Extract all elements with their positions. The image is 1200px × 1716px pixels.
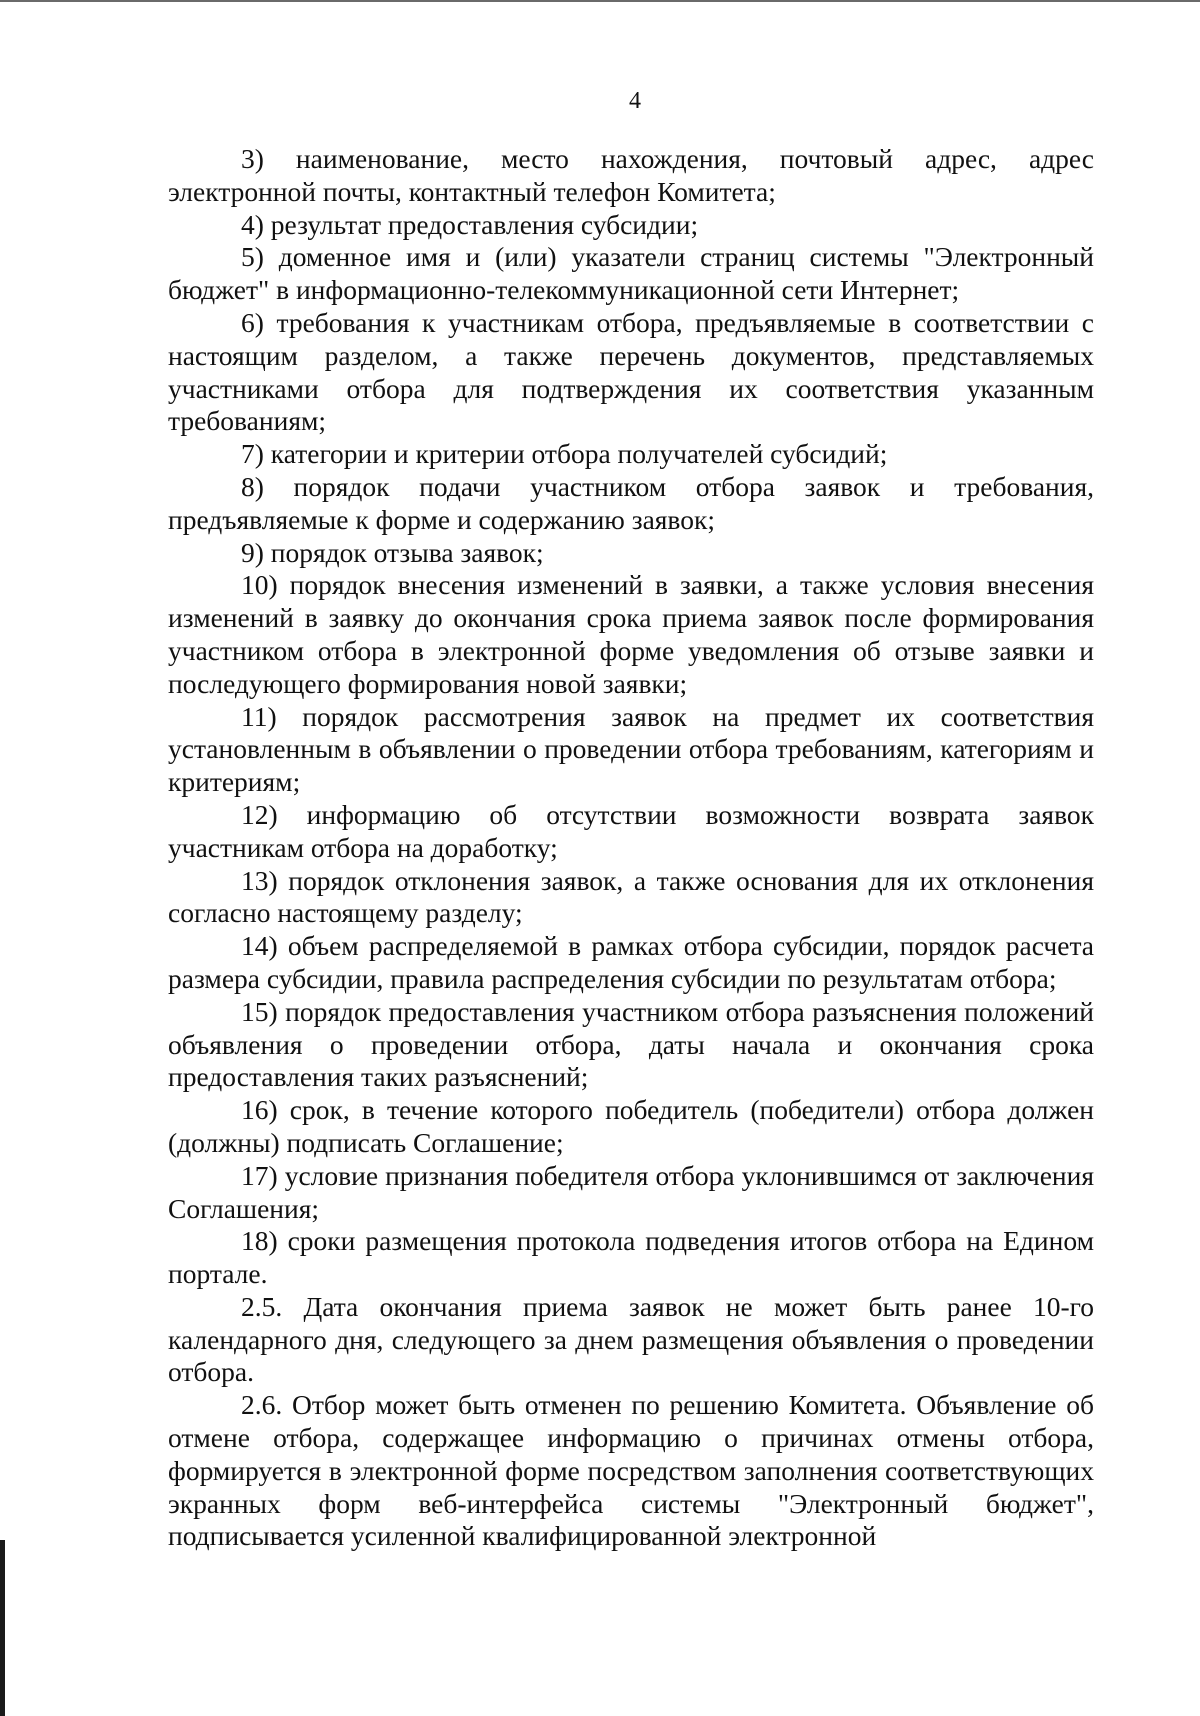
page-number: 4	[629, 88, 641, 114]
paragraph-item-11: 11) порядок рассмотрения заявок на предмет их соответствия установленным в объявлении о проведении отбора требованиям, категориям и критериям;	[168, 700, 1094, 798]
paragraph-item-15: 15) порядок предоставления участником отбора разъяснения положений объявления о проведении отбора, даты начала и окончания срока предоставления таких разъяснений;	[168, 995, 1094, 1093]
paragraph-item-14: 14) объем распределяемой в рамках отбора субсидии, порядок расчета размера субсидии, правила распределения субсидии по результатам отбора;	[168, 930, 1094, 994]
paragraph-section-2-5: 2.5. Дата окончания приема заявок не может быть ранее 10-го календарного дня, следующего за днем размещения объявления о проведении отбора.	[168, 1290, 1094, 1388]
paragraph-item-18: 18) сроки размещения протокола подведения итогов отбора на Едином портале.	[168, 1225, 1094, 1290]
paragraph-item-8: 8) порядок подачи участником отбора заявок и требования, предъявляемые к форме и содержанию заявок;	[168, 470, 1094, 535]
scan-edge-left	[0, 1540, 5, 1716]
paragraph-item-4: 4) результат предоставления субсидии;	[241, 208, 699, 240]
paragraph-item-7: 7) категории и критерии отбора получателей субсидий;	[241, 438, 888, 470]
paragraph-item-9: 9) порядок отзыва заявок;	[241, 536, 544, 568]
scan-edge-top	[0, 0, 1200, 2]
paragraph-item-17: 17) условие признания победителя отбора уклонившимся от заключения Соглашения;	[168, 1159, 1094, 1224]
paragraph-item-12: 12) информацию об отсутствии возможности возврата заявок участникам отбора на доработку;	[168, 798, 1094, 863]
document-body	[168, 143, 1094, 1553]
paragraph-item-16: 16) срок, в течение которого победитель (победители) отбора должен (должны) подписать Соглашение;	[168, 1094, 1094, 1158]
paragraph-item-3: 3) наименование, место нахождения, почтовый адрес, адрес электронной почты, контактный телефон Комитета;	[168, 143, 1094, 207]
paragraph-item-5: 5) доменное имя и (или) указатели страниц системы "Электронный бюджет" в информационно-телекоммуникационной сети Интернет;	[168, 241, 1094, 306]
paragraph-item-6: 6) требования к участникам отбора, предъявляемые в соответствии с настоящим разделом, а также перечень документов, представляемых участниками отбора для подтверждения их соответствия указанным требованиям;	[168, 306, 1094, 437]
paragraph-item-10: 10) порядок внесения изменений в заявки, а также условия внесения изменений в заявку до окончания срока приема заявок после формирования участником отбора в электронной форме уведомления об отзыве заявки и последующего формирования новой заявки;	[168, 569, 1094, 699]
paragraph-section-2-6: 2.6. Отбор может быть отменен по решению Комитета. Объявление об отмене отбора, содержащее информацию о причинах отмены отбора, формируется в электронной форме посредством заполнения соответствующих экранных форм веб-интерфейса системы "Электронный бюджет", подписывается усиленной квалифицированной электронной	[168, 1389, 1094, 1552]
paragraph-item-13: 13) порядок отклонения заявок, а также основания для их отклонения согласно настоящему разделу;	[168, 864, 1094, 929]
